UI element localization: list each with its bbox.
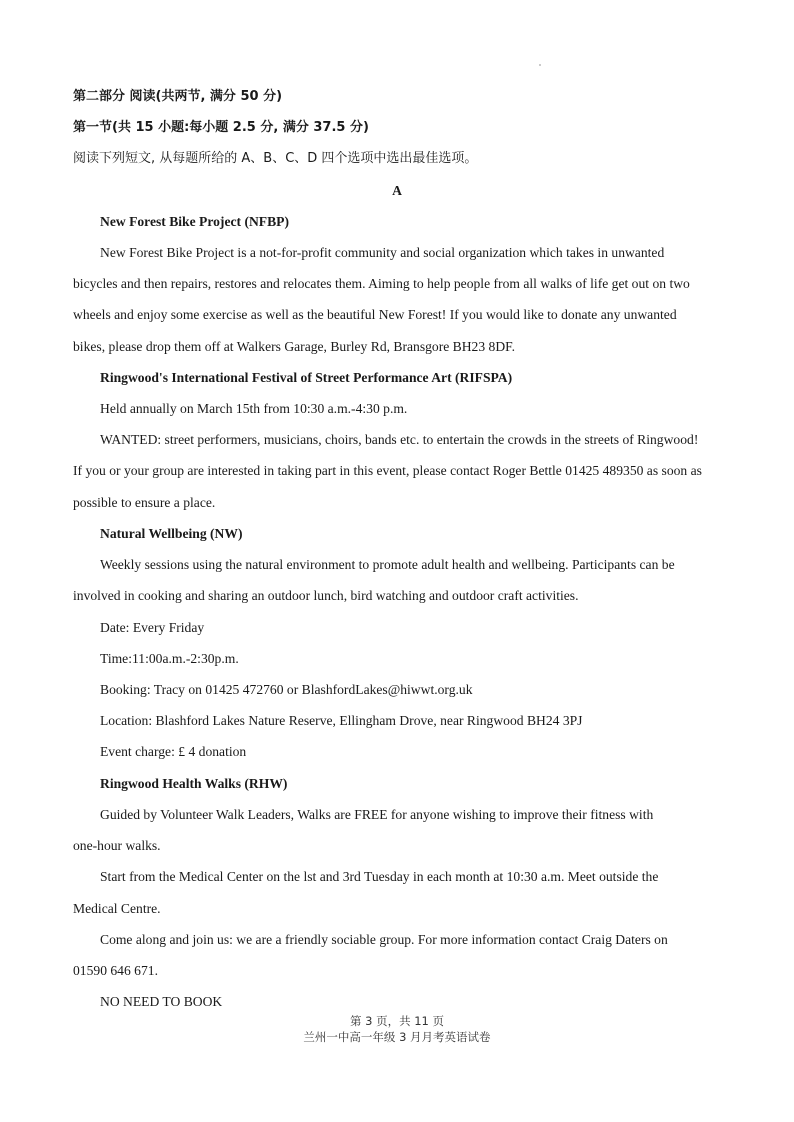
nw-time: Time:11:00a.m.-2:30p.m. [100, 651, 239, 666]
nw-date: Date: Every Friday [100, 620, 205, 635]
nw-booking: Booking: Tracy on 01425 472760 or BlashfordLakes@hiwwt.org.uk [100, 682, 473, 697]
exam-name: 兰州一中高一年级 3 月月考英语试卷 [303, 1030, 491, 1044]
nfbp-line: bikes, please drop them off at Walkers Garage, Burley Rd, Bransgore BH23 8DF. [73, 339, 516, 354]
rhw-no-book: NO NEED TO BOOK [100, 994, 223, 1009]
nw-location: Location: Blashford Lakes Nature Reserve, Ellingham Drove, near Ringwood BH24 3PJ [100, 713, 583, 728]
rifspa-title: Ringwood's International Festival of Street Performance Art (RIFSPA) [100, 370, 513, 385]
rhw-line: Guided by Volunteer Walk Leaders, Walks are FREE for anyone wishing to improve their fitness with [100, 807, 654, 822]
rhw-line: Come along and join us: we are a friendly sociable group. For more information contact Craig Daters on [100, 932, 668, 947]
nfbp-title: New Forest Bike Project (NFBP) [100, 214, 289, 229]
nw-charge: Event charge: £ 4 donation [100, 744, 247, 759]
part-title: 第二部分 阅读(共两节, 满分 50 分) [73, 89, 283, 104]
rhw-title: Ringwood Health Walks (RHW) [100, 776, 288, 791]
rifspa-line: possible to ensure a place. [73, 495, 216, 510]
nfbp-line: bicycles and then repairs, restores and relocates them. Aiming to help people from all walks of life get out on two [73, 276, 690, 291]
rifspa-line: If you or your group are interested in taking part in this event, please contact Roger Bettle 01425 489350 as soon as [73, 463, 702, 478]
nw-line: involved in cooking and sharing an outdoor lunch, bird watching and outdoor craft activities. [73, 588, 579, 603]
passage-label: A [392, 183, 402, 198]
rhw-line: 01590 646 671. [73, 963, 158, 978]
section-title: 第一节(共 15 小题:每小题 2.5 分, 满分 37.5 分) [73, 120, 369, 135]
rifspa-line: WANTED: street performers, musicians, choirs, bands etc. to entertain the crowds in the streets of Ringwood! [100, 432, 699, 447]
rhw-line: Medical Centre. [73, 901, 161, 916]
rhw-line: Start from the Medical Center on the lst and 3rd Tuesday in each month at 10:30 a.m. Meet outside the [100, 869, 659, 884]
nfbp-line: wheels and enjoy some exercise as well as the beautiful New Forest! If you would like to donate any unwanted [73, 307, 677, 322]
speck-mark [539, 64, 541, 66]
page-number: 第 3 页，共 11 页 [349, 1014, 445, 1028]
rhw-line: one-hour walks. [73, 838, 161, 853]
instructions: 阅读下列短文, 从每题所给的 A、B、C、D 四个选项中选出最佳选项。 [73, 151, 478, 166]
rifspa-held: Held annually on March 15th from 10:30 a.m.-4:30 p.m. [100, 401, 408, 416]
nw-title: Natural Wellbeing (NW) [100, 526, 243, 541]
nw-line: Weekly sessions using the natural environment to promote adult health and wellbeing. Participants can be [100, 557, 675, 572]
nfbp-line: New Forest Bike Project is a not-for-profit community and social organization which takes in unwanted [100, 245, 665, 260]
